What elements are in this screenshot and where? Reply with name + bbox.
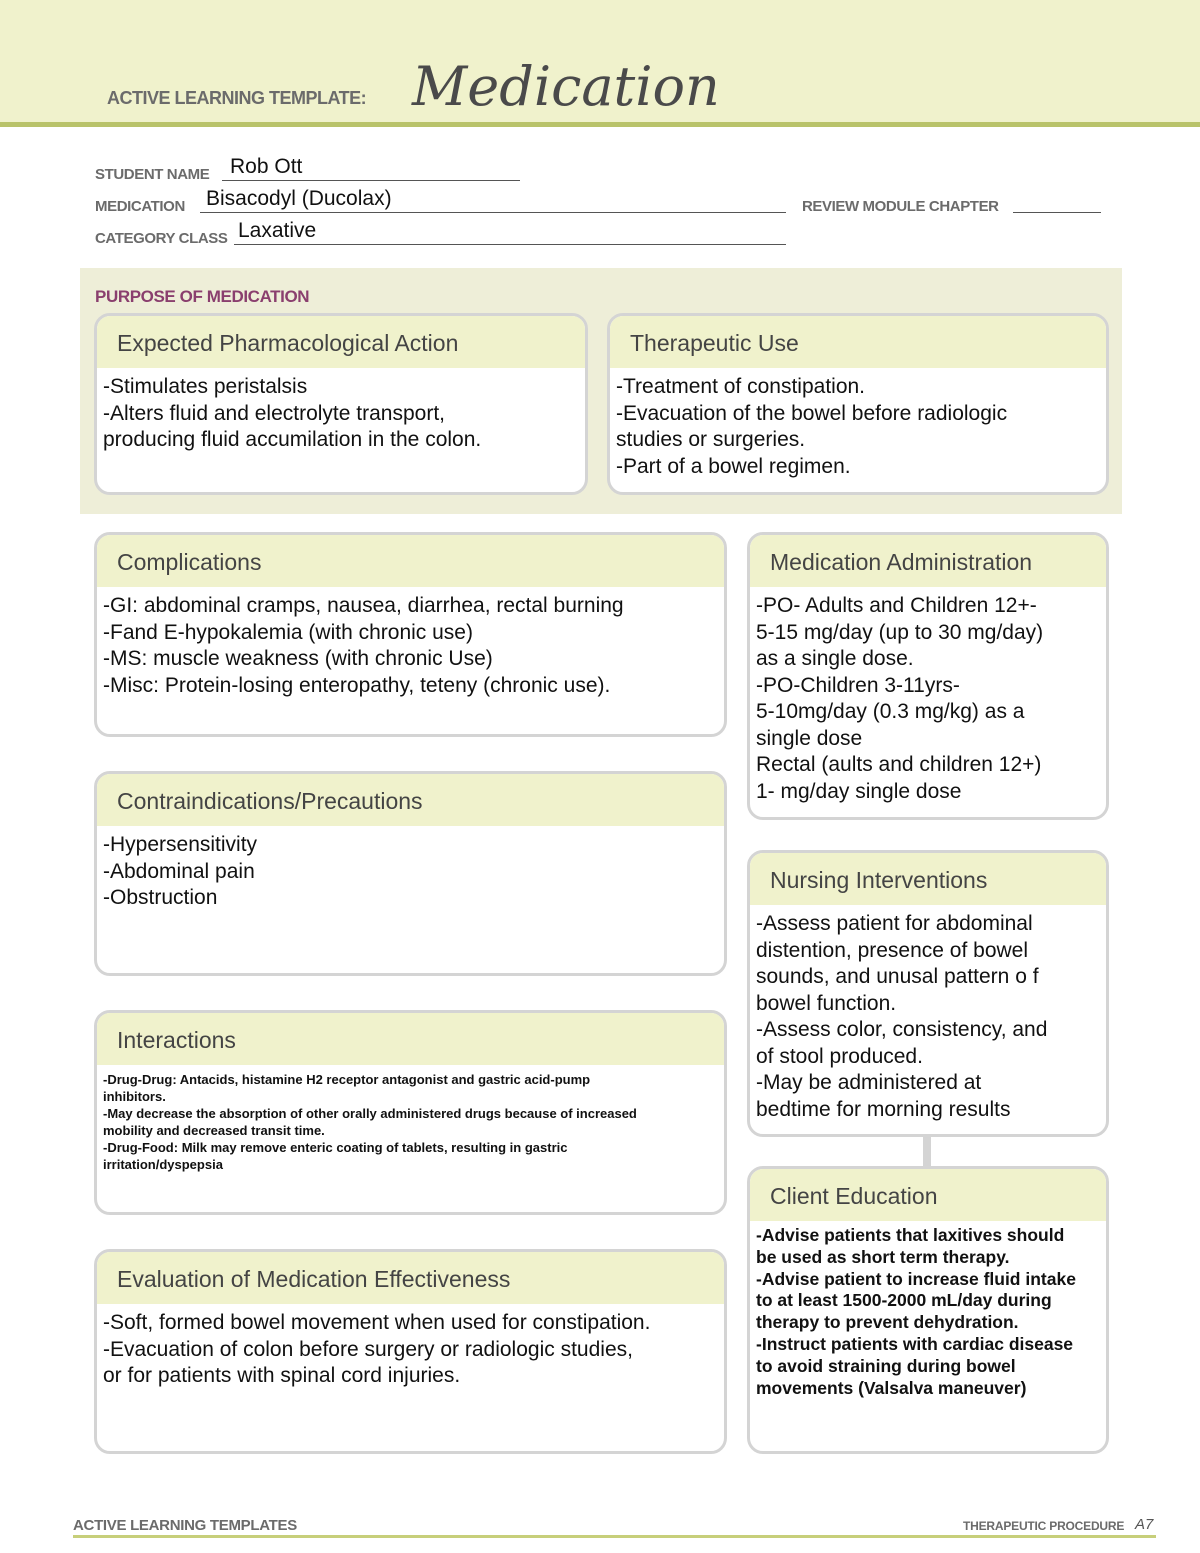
text-line: -Hypersensitivity	[103, 833, 258, 856]
interactions-title: Interactions	[117, 1027, 236, 1053]
text-line: -Instruct patients with cardiac disease	[756, 1333, 1074, 1354]
text-line: sounds, and unusal pattern o f	[756, 965, 1039, 988]
nursing-interventions-header	[750, 853, 1106, 905]
footer-rule	[73, 1535, 1156, 1538]
header-rule	[0, 122, 1200, 127]
purpose-label: PURPOSE OF MEDICATION	[95, 287, 310, 306]
text-line: or for patients with spinal cord injuries.	[103, 1364, 461, 1387]
text-line: -Alters fluid and electrolyte transport,	[103, 401, 445, 425]
text-line: producing fluid accumilation in the colon.	[103, 428, 482, 451]
student-name-value[interactable]: Rob Ott	[230, 155, 303, 178]
administration-title: Medication Administration	[770, 549, 1033, 575]
text-line: 5-15 mg/day (up to 30 mg/day)	[756, 620, 1044, 644]
text-line: of stool produced.	[756, 1044, 923, 1068]
text-line: Rectal (aults and children 12+)	[756, 753, 1042, 776]
evaluation-box	[94, 1249, 727, 1454]
interactions-box	[94, 1010, 727, 1215]
nursing-interventions-box	[747, 850, 1109, 1137]
text-line: -Assess color, consistency, and	[756, 1018, 1048, 1041]
text-line: -Part of a bowel regimen.	[616, 454, 851, 478]
complications-body[interactable]	[97, 587, 724, 699]
text-line: to at least 1500-2000 mL/day during	[756, 1290, 1052, 1311]
text-line: -Soft, formed bowel movement when used for constipation.	[103, 1311, 651, 1334]
text-line: therapy to prevent dehydration.	[756, 1312, 1019, 1333]
therapeutic-use-box	[607, 313, 1109, 495]
text-line: bedtime for morning results	[756, 1097, 1011, 1121]
expected-action-box	[94, 313, 588, 495]
text-line: -Misc: Protein-losing enteropathy, teteny (chronic use).	[103, 673, 611, 697]
administration-box	[747, 532, 1109, 820]
text-line: mobility and decreased transit time.	[103, 1123, 325, 1138]
text-line: be used as short term therapy.	[756, 1246, 1010, 1267]
interactions-body[interactable]	[97, 1065, 724, 1173]
text-line: 1- mg/day single dose	[756, 779, 962, 803]
category-line	[234, 244, 786, 245]
page-title: Medication	[412, 55, 720, 118]
text-line: -PO- Adults and Children 12+-	[756, 594, 1037, 617]
text-line: -Treatment of constipation.	[616, 375, 866, 398]
review-module-label: REVIEW MODULE CHAPTER	[802, 198, 999, 215]
text-line: -Stimulates peristalsis	[103, 375, 308, 398]
category-value[interactable]: Laxative	[238, 219, 317, 242]
text-line: -GI: abdominal cramps, nausea, diarrhea, rectal burning	[103, 594, 624, 617]
client-education-box	[747, 1166, 1109, 1454]
therapeutic-use-header	[610, 316, 1106, 368]
footer-right-label: THERAPEUTIC PROCEDURE	[963, 1519, 1125, 1533]
contraindications-body[interactable]	[97, 826, 724, 912]
text-line: distention, presence of bowel	[756, 938, 1029, 962]
nursing-interventions-title: Nursing Interventions	[770, 867, 988, 893]
text-line: -Advise patient to increase fluid intake	[756, 1268, 1076, 1289]
template-label: ACTIVE LEARNING TEMPLATE:	[107, 88, 367, 108]
medication-label: MEDICATION	[95, 198, 185, 215]
text-line: -Fand E-hypokalemia (with chronic use)	[103, 620, 473, 644]
text-line: as a single dose.	[756, 647, 914, 670]
expected-action-body[interactable]	[97, 368, 585, 454]
expected-action-header	[97, 316, 585, 368]
text-line: -MS: muscle weakness (with chronic Use)	[103, 647, 493, 670]
evaluation-header	[97, 1252, 724, 1304]
text-line: bowel function.	[756, 991, 897, 1015]
text-line: -Drug-Drug: Antacids, histamine H2 receptor antagonist and gastric acid-pump	[103, 1072, 591, 1087]
text-line: movements (Valsalva maneuver)	[756, 1377, 1027, 1398]
contraindications-box	[94, 771, 727, 976]
nursing-interventions-body[interactable]	[750, 905, 1106, 1123]
text-line: -Abdominal pain	[103, 859, 255, 883]
complications-box	[94, 532, 727, 737]
footer-left-label: ACTIVE LEARNING TEMPLATES	[73, 1517, 297, 1534]
interactions-header	[97, 1013, 724, 1065]
evaluation-body[interactable]	[97, 1304, 724, 1390]
text-line: -Advise patients that laxitives should	[756, 1225, 1065, 1245]
client-education-header	[750, 1169, 1106, 1221]
contraindications-title: Contraindications/Precautions	[117, 788, 423, 814]
contraindications-header	[97, 774, 724, 826]
text-line: -Obstruction	[103, 886, 218, 909]
client-education-title: Client Education	[770, 1183, 938, 1209]
medication-value[interactable]: Bisacodyl (Ducolax)	[206, 187, 392, 210]
student-name-line	[222, 180, 520, 181]
text-line: -Evacuation of colon before surgery or radiologic studies,	[103, 1337, 633, 1361]
therapeutic-use-title: Therapeutic Use	[630, 330, 799, 356]
evaluation-title: Evaluation of Medication Effectiveness	[117, 1266, 511, 1292]
text-line: -Evacuation of the bowel before radiologic	[616, 401, 1008, 425]
therapeutic-use-body[interactable]	[610, 368, 1106, 480]
text-line: 5-10mg/day (0.3 mg/kg) as a	[756, 700, 1025, 723]
medication-line	[200, 212, 786, 213]
client-education-body[interactable]	[750, 1221, 1106, 1399]
administration-body[interactable]	[750, 587, 1106, 805]
text-line: -May decrease the absorption of other orally administered drugs because of increased	[103, 1106, 637, 1121]
box-connector	[923, 1136, 931, 1166]
text-line: -May be administered at	[756, 1071, 982, 1094]
review-module-line	[1013, 212, 1101, 213]
page-number: A7	[1135, 1516, 1154, 1533]
text-line: single dose	[756, 726, 863, 750]
text-line: -PO-Children 3-11yrs-	[756, 673, 960, 697]
text-line: to avoid straining during bowel	[756, 1355, 1016, 1376]
text-line: inhibitors.	[103, 1089, 166, 1104]
text-line: studies or surgeries.	[616, 428, 806, 451]
text-line: irritation/dyspepsia	[103, 1157, 223, 1172]
administration-header	[750, 535, 1106, 587]
category-label: CATEGORY CLASS	[95, 230, 228, 247]
expected-action-title: Expected Pharmacological Action	[117, 330, 459, 356]
text-line: -Drug-Food: Milk may remove enteric coating of tablets, resulting in gastric	[103, 1140, 568, 1155]
student-name-label: STUDENT NAME	[95, 166, 210, 183]
complications-title: Complications	[117, 549, 262, 575]
text-line: -Assess patient for abdominal	[756, 912, 1033, 935]
complications-header	[97, 535, 724, 587]
